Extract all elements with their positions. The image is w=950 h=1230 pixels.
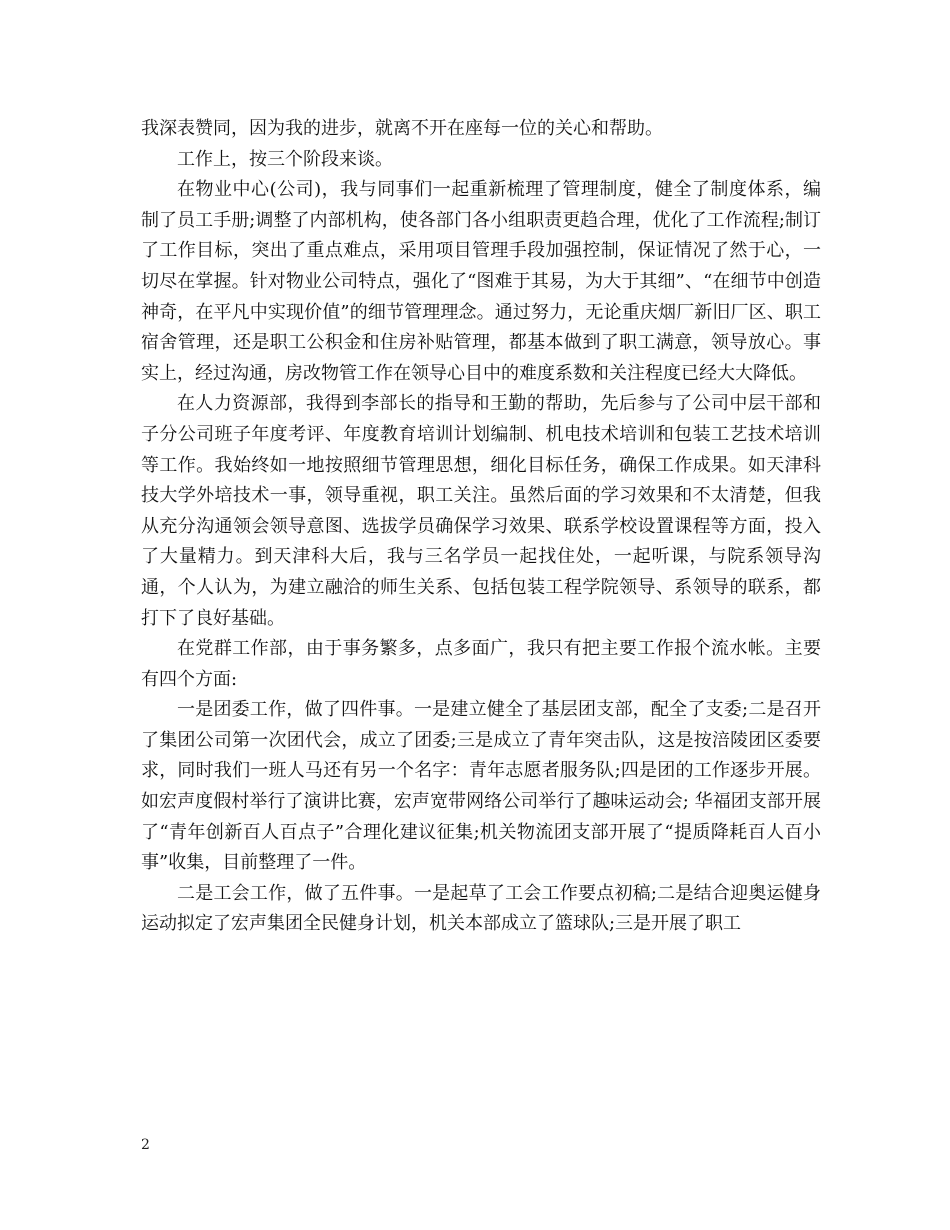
paragraph-3: 在物业中心(公司)，我与同事们一起重新梳理了管理制度，健全了制度体系，编制了员工手册;调整了内部机构，使各部门各小组职责更趋合理，优化了工作流程;制订了工作目标，突出了重点难点，采用项目管理手段加强控制，保证情况了然于心，一切尽在掌握。针对物业公司特点，强化了“图难于其易，为大于其细”、“在细节中创造神奇，在平凡中实现价值”的细节管理理念。通过努力，无论重庆烟厂新旧厂区、职工宿舍管理，还是职工公积金和住房补贴管理，都基本做到了职工满意，领导放心。事实上，经过沟通，房改物管工作在领导心目中的难度系数和关注程度已经大大降低。 — [141, 179, 821, 384]
paragraph-6: 一是团委工作，做了四件事。一是建立健全了基层团支部，配全了支委;二是召开了集团公司第一次团代会，成立了团委;三是成立了青年突击队，这是按涪陵团区委要求，同时我们一班人马还有另一个名字：青年志愿者服务队;四是团的工作逐步开展。如宏声度假村举行了演讲比赛，宏声宽带网络公司举行了趣味运动会; 华福团支部开展了“青年创新百人百点子”合理化建议征集;机关物流团支部开展了“提质降耗百人百小事”收集，目前整理了一件。 — [141, 699, 821, 874]
paragraph-4: 在人力资源部，我得到李部长的指导和王勤的帮助，先后参与了公司中层干部和子分公司班子年度考评、年度教育培训计划编制、机电技术培训和包装工艺技术培训等工作。我始终如一地按照细节管理思想，细化目标任务，确保工作成果。如天津科技大学外培技术一事，领导重视，职工关注。虽然后面的学习效果和不太清楚，但我从充分沟通领会领导意图、选拔学员确保学习效果、联系学校设置课程等方面，投入了大量精力。到天津科大后，我与三名学员一起找住处，一起听课，与院系领导沟通，个人认为，为建立融洽的师生关系、包括包装工程学院领导、系领导的联系，都打下了良好基础。 — [141, 393, 821, 629]
paragraph-1: 我深表赞同，因为我的进步，就离不开在座每一位的关心和帮助。 — [141, 118, 663, 139]
page-number: 2 — [141, 1137, 150, 1153]
paragraph-5: 在党群工作部，由于事务繁多，点多面广，我只有把主要工作报个流水帐。主要有四个方面: — [141, 638, 821, 690]
paragraph-7: 二是工会工作，做了五件事。一是起草了工会工作要点初稿;二是结合迎奥运健身运动拟定了宏声集团全民健身计划，机关本部成立了篮球队;三是开展了职工 — [141, 882, 821, 935]
paragraph-2: 工作上，按三个阶段来谈。 — [177, 148, 393, 170]
document-body — [141, 114, 821, 940]
